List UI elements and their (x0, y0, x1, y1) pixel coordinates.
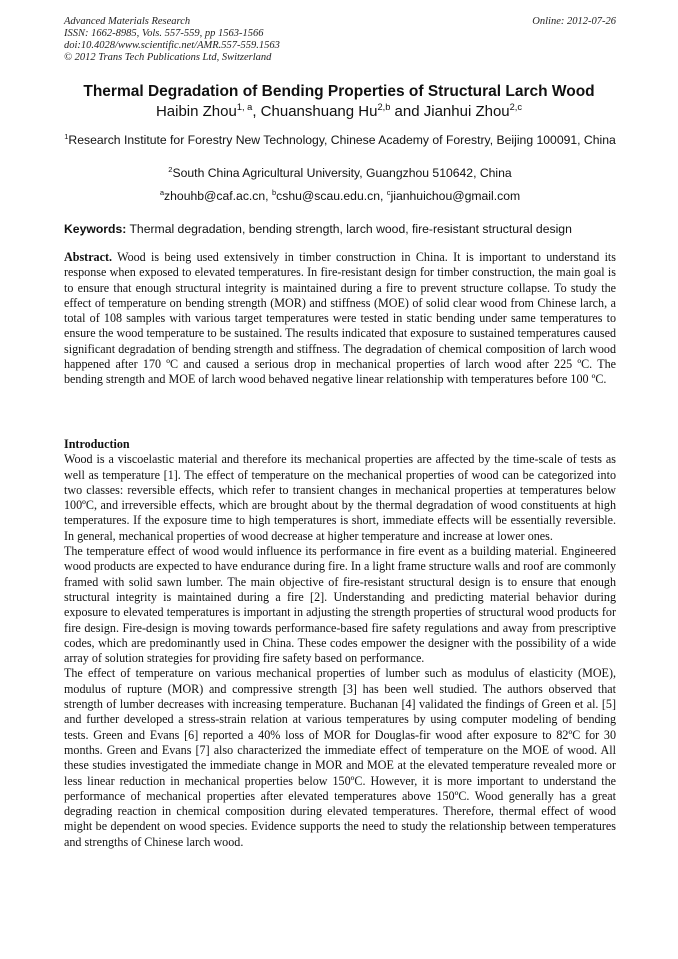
author-affiliation-mark: 2,b (377, 102, 391, 112)
author-affiliation-mark: 2,c (509, 102, 523, 112)
doi-line: doi:10.4028/www.scientific.net/AMR.557-559.1563 (64, 40, 280, 51)
email-mark: c (386, 187, 391, 197)
affiliation-1 (64, 133, 616, 148)
author-name: , Chuanshuang Hu (252, 103, 378, 120)
keywords-label: Keywords: (64, 222, 127, 236)
introduction-section (64, 437, 616, 850)
author-emails (64, 189, 616, 204)
email-link: jianhuichou@gmail.com (390, 189, 521, 203)
journal-header (64, 16, 616, 64)
paragraph: The temperature effect of wood would influence its performance in fire event as a building material. Engineered wood products are expected to have endurance during fire. In a light frame structure walls and roof are commonly framed with solid sawn lumber. The main objective of fire-resistant structural design is to ensure that enough structural integrity is maintained during a fire [2]. Understanding and predicting material behavior during exposure to elevated temperatures is important in adjusting the strength properties of structural wood products for fire design. Fire-design is moving towards performance-based fire safety regulations and away from prescriptive codes, which are predominantly used in China. These codes empower the designer with the possibility of a wide array of solution strategies for providing fire safety based on performance. (64, 544, 616, 666)
section-heading: Introduction (64, 437, 130, 451)
email-link: cshu@scau.edu.cn, (276, 189, 387, 203)
author-affiliation-mark: 1, a (236, 102, 253, 112)
email-mark: b (271, 187, 277, 197)
journal-name: Advanced Materials Research (64, 16, 191, 27)
paragraph: Wood is a viscoelastic material and therefore its mechanical properties are affected by the time-scale of tests as well as temperature [1]. The effect of temperature on the mechanical properties of wood can be categorized into two classes: reversible effects, which refer to transient changes in mechanical properties at temperatures below 100ºC, and irreversible effects, which are brought about by the thermal degradation of wood constituents at high temperatures. If the exposure time to high temperatures is short, immediate effects will be essentially reversible. In general, mechanical properties of wood decrease at higher temperature and increase at lower ones. (64, 452, 616, 543)
email-link: zhouhb@caf.ac.cn, (164, 189, 272, 203)
author-name: Haibin Zhou (155, 103, 237, 120)
copyright-line: © 2012 Trans Tech Publications Ltd, Switzerland (64, 52, 272, 63)
affiliation-text: South China Agricultural University, Guangzhou 510642, China (172, 166, 512, 180)
abstract (64, 250, 616, 388)
paragraph: The effect of temperature on various mechanical properties of lumber such as modulus of elasticity (MOE), modulus of rupture (MOR) and compressive strength [3] has been well studied. The authors observed that strength of lumber decreases with increasing temperature. Buchanan [4] validated the findings of Green et al. [5] and further developed a stress-strain relation at various temperatures by using computer modeling of bending tests. Green and Evans [6] reported a 40% loss of MOR for Douglas-fir wood after exposure to 82ºC for 30 months. Green and Evans [7] also characterized the immediate effect of temperature on the MOE of wood. All these studies investigated the immediate change in MOR and MOE at the elevated temperature revealed more or less linear reduction in mechanical properties below 150ºC. However, it is more important to understand the performance of mechanical properties after elevated temperatures above 150ºC. Wood generally has a great degrading reaction in chemical composition during elevated temperatures. Therefore, thermal effect of wood might be dependent on wood species. Evidence supports the need to study the relationship between temperatures and strengths of Chinese larch wood. (64, 666, 616, 849)
author-name: and Jianhui Zhou (390, 103, 510, 120)
issn-line: ISSN: 1662-8985, Vols. 557-559, pp 1563-1566 (64, 28, 264, 39)
affiliation-text: Research Institute for Forestry New Technology, Chinese Academy of Forestry, Beijing 100091, China (68, 133, 616, 147)
affiliation-mark: 2 (168, 164, 173, 174)
keywords (64, 222, 616, 237)
paper-title: Thermal Degradation of Bending Properties of Structural Larch Wood (83, 83, 595, 100)
keywords-text: Thermal degradation, bending strength, larch wood, fire-resistant structural design (126, 222, 572, 236)
affiliation-2 (64, 166, 616, 181)
abstract-label: Abstract. (64, 250, 113, 264)
email-mark: a (159, 187, 165, 197)
online-date: Online: 2012-07-26 (532, 16, 616, 27)
abstract-text: Wood is being used extensively in timber construction in China. It is important to understand its response when exposed to elevated temperatures. In fire-resistant design for timber construction, the main goal is to ensure that enough structural integrity is maintained during a fire to prevent structure collapse. To study the effect of temperature on bending strength (MOR) and stiffness (MOE) of solid clear wood from Chinese larch, a total of 108 samples with various target temperatures were tested in static bending under same temperatures to ensure the wood temperature to be sustained. The results indicated that exposure to sustained temperatures caused significant degradation of bending strength and stiffness. The degradation of chemical composition of larch wood happened after 170 ºC and caused a serious drop in mechanical properties of larch wood after 225 ºC. The bending strength and MOE of larch wood behaved negative linear relationship with temperatures before 100 ºC. (64, 250, 616, 387)
affiliation-mark: 1 (64, 131, 69, 141)
author-list (40, 101, 638, 123)
